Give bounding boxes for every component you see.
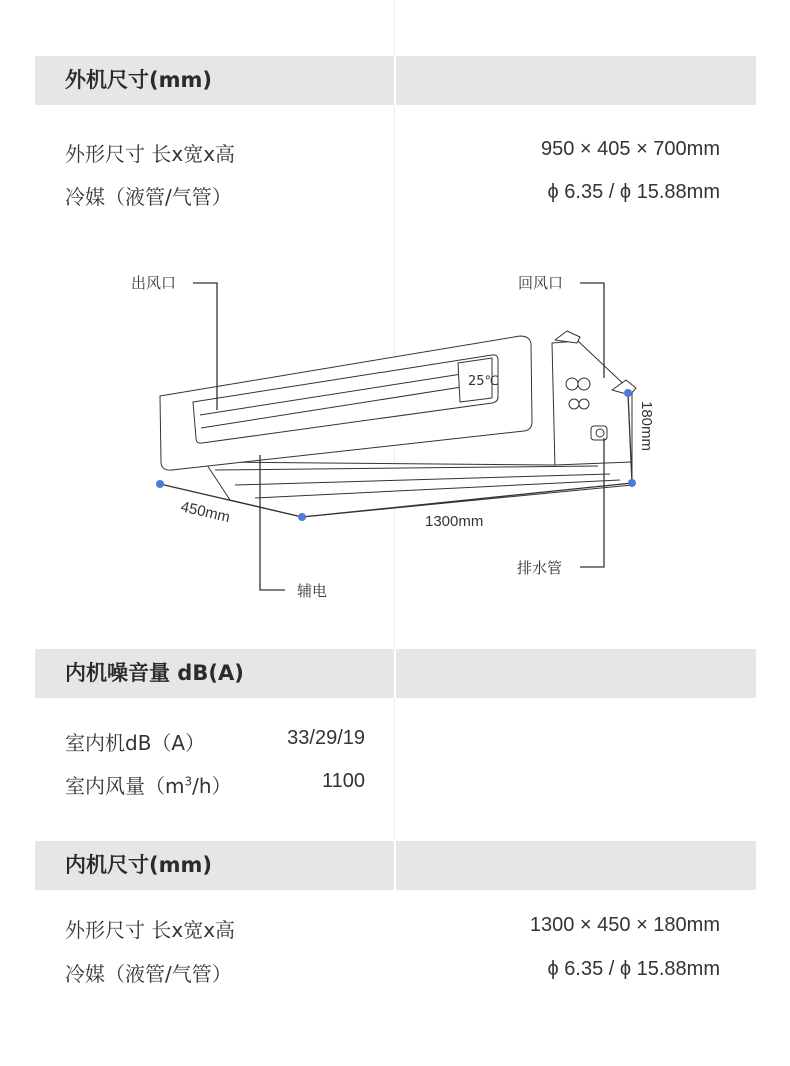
dimension-dot xyxy=(156,480,164,488)
indoor-noise-header xyxy=(35,649,756,698)
indoor-airflow-label-prefix: 室内风量（m xyxy=(65,774,185,798)
display-temp-text: 25℃ xyxy=(468,374,500,389)
header-divider xyxy=(394,649,396,698)
indoor-airflow-label-suffix: /h） xyxy=(192,774,232,798)
indoor-unit-diagram xyxy=(0,240,790,620)
air-return-label: 回风口 xyxy=(518,274,564,292)
indoor-noise-label: 室内机dB（A） xyxy=(65,731,206,755)
pipe-connector-1 xyxy=(566,378,578,390)
air-outlet-label: 出风口 xyxy=(131,274,177,292)
indoor-size-header xyxy=(35,841,756,890)
indoor-airflow-value: 1100 xyxy=(321,770,365,792)
height-dimension-label: 180mm xyxy=(638,401,655,452)
dimension-dot xyxy=(624,389,632,397)
header-divider xyxy=(394,841,396,890)
indoor-airflow-label-sup: 3 xyxy=(184,774,193,789)
pipe-connector-2 xyxy=(578,378,590,390)
pipe-connector-3 xyxy=(569,399,579,409)
outdoor-dimension-label: 外形尺寸 长x宽x高 xyxy=(65,142,236,166)
outdoor-refrigerant-value: ϕ 6.35 / ϕ 15.88mm xyxy=(547,181,720,203)
indoor-noise-value: 33/29/19 xyxy=(287,727,365,749)
outdoor-size-header xyxy=(35,56,756,105)
indoor-airflow-label xyxy=(65,770,232,799)
depth-dimension-label: 450mm xyxy=(179,498,232,527)
indoor-noise-title: 内机噪音量 dB(A) xyxy=(65,661,244,685)
dimension-dot xyxy=(298,513,306,521)
unit-side-panel xyxy=(552,341,632,468)
outdoor-refrigerant-label: 冷媒（液管/气管） xyxy=(65,185,232,209)
indoor-dimension-value: 1300 × 450 × 180mm xyxy=(529,914,720,936)
pipe-connector-4 xyxy=(579,399,589,409)
outdoor-dimension-value: 950 × 405 × 700mm xyxy=(540,138,720,160)
aux-heat-label: 辅电 xyxy=(297,582,328,600)
drain-pipe-label: 排水管 xyxy=(517,559,563,577)
outdoor-size-title: 外机尺寸(mm) xyxy=(65,68,212,92)
dimension-dot xyxy=(628,479,636,487)
length-dimension-label: 1300mm xyxy=(425,513,484,530)
indoor-size-title: 内机尺寸(mm) xyxy=(65,853,212,877)
header-divider xyxy=(394,56,396,105)
indoor-dimension-label: 外形尺寸 长x宽x高 xyxy=(65,918,236,942)
indoor-refrigerant-value: ϕ 6.35 / ϕ 15.88mm xyxy=(547,958,720,980)
indoor-refrigerant-label: 冷媒（液管/气管） xyxy=(65,962,232,986)
